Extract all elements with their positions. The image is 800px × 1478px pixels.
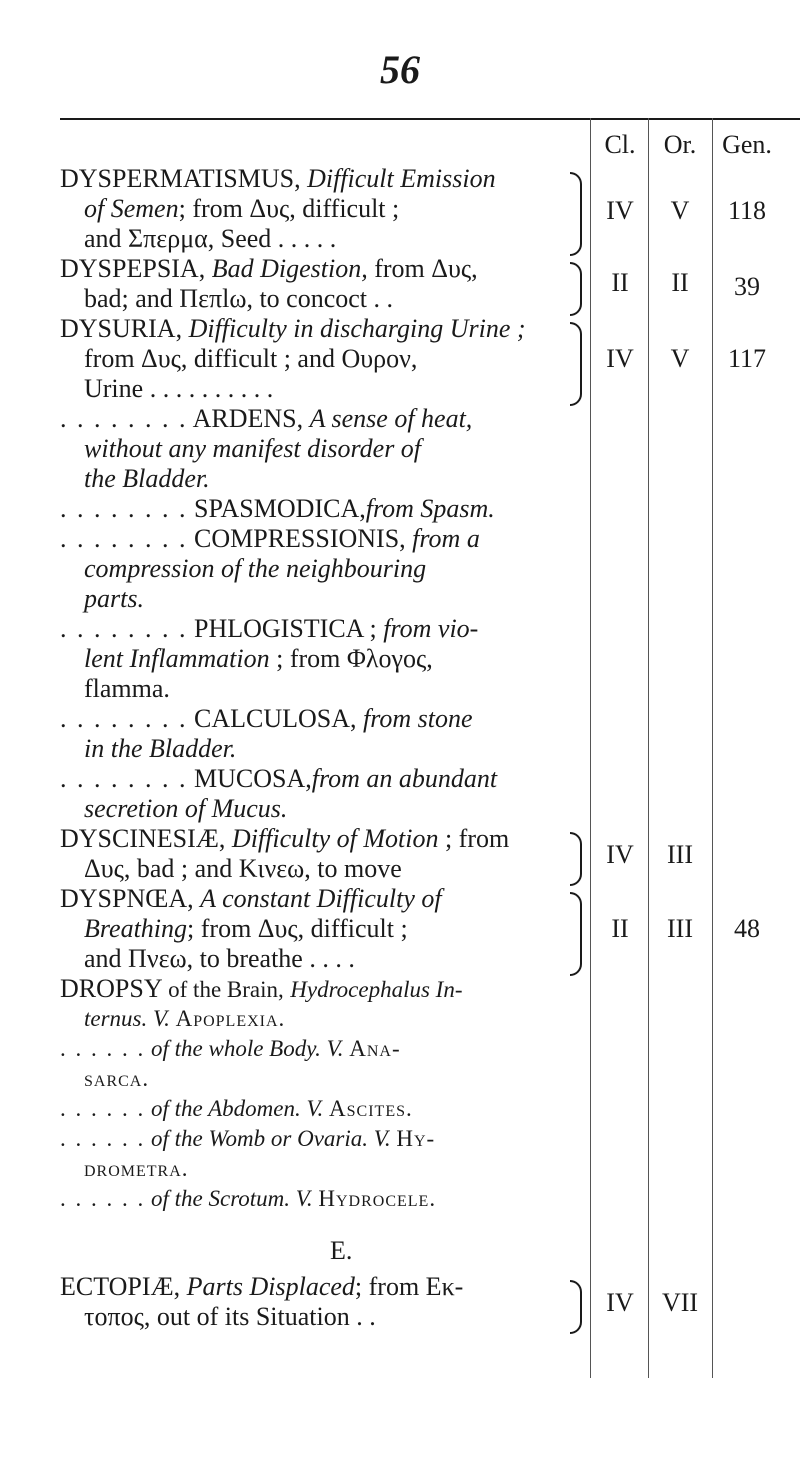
entry-definition: of the whole Body. xyxy=(151,1036,321,1061)
entry-head: DYSURIA, xyxy=(60,314,183,343)
order-value: III xyxy=(667,840,693,869)
leader-dots: . . . . . . xyxy=(60,1186,146,1211)
entry-dyspnoea-line3: and Πνεω, to breathe . . . . xyxy=(84,944,355,973)
species-definition: from Spasm. xyxy=(365,494,495,523)
order-value: VII xyxy=(661,1288,699,1317)
entry-definition: A constant Difficulty of xyxy=(200,884,442,913)
species-ardens-line3: the Bladder. xyxy=(84,464,210,493)
species-calculosa-line2: in the Bladder. xyxy=(84,734,237,763)
entry-definition: Parts Displaced xyxy=(186,1272,355,1301)
entry-dysuria-line2: from Δυς, difficult ; and Ουρον, xyxy=(84,344,418,373)
entry-dysuria-line1 xyxy=(60,314,526,344)
column-header-class: Cl. xyxy=(604,130,636,159)
cross-reference: Hy- xyxy=(396,1126,436,1151)
column-header-genus: Gen. xyxy=(722,130,772,159)
species-definition: lent Inflammation xyxy=(84,644,270,673)
brace xyxy=(570,892,582,976)
brace xyxy=(570,832,582,886)
genus-value: 39 xyxy=(734,272,760,301)
species-phlogistica-line2 xyxy=(84,644,433,674)
species-ardens-line1 xyxy=(60,404,472,434)
species-name: CALCULOSA, xyxy=(194,704,357,733)
entry-dropsy-line6 xyxy=(60,1124,435,1154)
entry-definition: Bad Digestion, xyxy=(211,254,368,283)
brace xyxy=(570,1280,582,1334)
species-etymology: ; from Φλογος, xyxy=(276,644,433,673)
column-rule-1 xyxy=(590,118,591,1378)
class-value: IV xyxy=(606,840,634,869)
entry-etymology: from Δυς, xyxy=(374,254,478,283)
entry-dyspermatismus-line3: and Σπερμα, Seed . . . . . xyxy=(84,224,337,253)
species-phlogistica-line3: flamma. xyxy=(84,674,170,703)
species-phlogistica-line1 xyxy=(60,614,478,644)
see-marker: V. xyxy=(295,1186,313,1211)
species-compressionis-line2: compression of the neighbouring xyxy=(84,554,427,583)
cross-reference: Ana- xyxy=(349,1036,401,1061)
class-value: IV xyxy=(606,344,634,373)
entry-dropsy-line3 xyxy=(60,1034,401,1064)
entry-definition: of the Scrotum. xyxy=(151,1186,291,1211)
entry-definition: of the Womb or Ovaria. xyxy=(151,1126,369,1151)
entry-etymology: ; from Δυς, difficult ; xyxy=(178,194,400,223)
column-header-order: Or. xyxy=(663,130,697,159)
species-mucosa-line2: secretion of Mucus. xyxy=(84,794,288,823)
entry-definition: Difficulty of Motion xyxy=(231,824,439,853)
entry-etymology: ; from xyxy=(444,824,510,853)
leader-dots: . . . . . . . . xyxy=(60,404,188,433)
page-number: 56 xyxy=(380,47,420,92)
column-rule-3 xyxy=(712,118,713,1378)
species-definition: from vio- xyxy=(383,614,479,643)
entry-dropsy-line5 xyxy=(60,1094,413,1124)
entry-head: DYSPNŒA, xyxy=(60,884,194,913)
entry-dropsy-line1 xyxy=(60,974,463,1005)
entry-definition: Difficulty in discharging Urine ; xyxy=(188,314,526,343)
entry-dyspermatismus-line2 xyxy=(84,194,399,224)
genus-value: 48 xyxy=(734,914,760,943)
entry-ectopiae-line2: τοπος, out of its Situation . . xyxy=(84,1302,376,1331)
cross-reference: Apoplexia. xyxy=(175,1006,286,1031)
entry-definition: ternus. xyxy=(84,1006,148,1031)
species-calculosa-line1 xyxy=(60,704,473,734)
leader-dots: . . . . . . xyxy=(60,1036,146,1061)
entry-dropsy-line8 xyxy=(60,1184,436,1214)
entry-definition: Hydrocephalus In- xyxy=(290,977,463,1002)
see-marker: V. xyxy=(373,1126,391,1151)
column-rule-2 xyxy=(648,118,649,1378)
entry-definition: Difficult Emission xyxy=(307,164,496,193)
leader-dots: . . . . . . . . xyxy=(60,704,188,733)
entry-dyspermatismus-line1 xyxy=(60,164,496,194)
entry-dropsy-line7: drometra. xyxy=(84,1156,189,1181)
see-marker: V. xyxy=(153,1006,170,1031)
order-value: V xyxy=(670,344,690,373)
order-value: III xyxy=(667,914,693,943)
species-spasmodica-line1 xyxy=(60,494,495,524)
species-definition: from a xyxy=(412,524,480,553)
entry-dyspepsia-line1 xyxy=(60,254,478,284)
entry-head: DROPSY xyxy=(60,974,162,1003)
species-name: COMPRESSIONIS, xyxy=(194,524,406,553)
leader-dots: . . . . . . xyxy=(60,1126,146,1151)
species-definition: from an abundant xyxy=(311,764,498,793)
entry-head: ECTOPIÆ, xyxy=(60,1272,181,1301)
see-marker: V. xyxy=(306,1096,324,1121)
entry-ectopiae-line1 xyxy=(60,1272,463,1302)
leader-dots: . . . . . . xyxy=(60,1096,146,1121)
leader-dots: . . . . . . . . xyxy=(60,494,188,523)
entry-dropsy-line2 xyxy=(84,1004,285,1034)
entry-etymology: ; from Εκ- xyxy=(354,1272,464,1301)
entry-head: DYSCINESIÆ, xyxy=(60,824,226,853)
entry-definition: of the Abdomen. xyxy=(151,1096,301,1121)
genus-value: 117 xyxy=(727,344,767,373)
species-compressionis-line3: parts. xyxy=(84,584,144,613)
class-value: IV xyxy=(606,1288,634,1317)
entry-definition: Breathing xyxy=(84,914,188,943)
brace xyxy=(570,322,582,406)
entry-head: DYSPERMATISMUS, xyxy=(60,164,301,193)
cross-reference: Hydrocele. xyxy=(318,1186,437,1211)
entry-head: DYSPEPSIA, xyxy=(60,254,206,283)
entry-dyspnoea-line1 xyxy=(60,884,442,914)
section-letter: E. xyxy=(330,1236,353,1265)
genus-value: 118 xyxy=(727,196,767,225)
entry-dyspnoea-line2 xyxy=(84,914,408,944)
entry-dropsy-line4: sarca. xyxy=(84,1066,150,1091)
header-rule xyxy=(60,118,800,120)
entry-dyscinesiae-line1 xyxy=(60,824,509,854)
entry-etymology: ; from Δυς, difficult ; xyxy=(187,914,408,943)
leader-dots: . . . . . . . . xyxy=(60,524,188,553)
order-value: V xyxy=(670,196,690,225)
class-value: II xyxy=(611,268,629,297)
species-name: ARDENS, xyxy=(192,404,304,433)
order-value: II xyxy=(671,268,689,297)
brace xyxy=(570,172,582,256)
leader-dots: . . . . . . . . xyxy=(60,614,188,643)
species-definition: from stone xyxy=(363,704,473,733)
entry-definition: of Semen xyxy=(84,194,179,223)
species-name: SPASMODICA, xyxy=(194,494,366,523)
species-mucosa-line1 xyxy=(60,764,497,794)
species-compressionis-line1 xyxy=(60,524,480,554)
species-name: PHLOGISTICA ; xyxy=(194,614,377,643)
species-ardens-line2: without any manifest disorder of xyxy=(84,434,422,463)
entry-text: of the Brain, xyxy=(168,977,284,1002)
class-value: IV xyxy=(606,196,634,225)
class-value: II xyxy=(611,914,629,943)
entry-dysuria-line3: Urine . . . . . . . . . . xyxy=(84,374,274,403)
brace xyxy=(570,262,582,316)
see-marker: V. xyxy=(326,1036,344,1061)
entry-dyspepsia-line2: bad; and Πεπlω, to concoct . . xyxy=(84,284,394,313)
cross-reference: Ascites. xyxy=(329,1096,413,1121)
species-definition: A sense of heat, xyxy=(309,404,473,433)
leader-dots: . . . . . . . . xyxy=(60,764,188,793)
entry-dyscinesiae-line2: Δυς, bad ; and Κινεω, to move xyxy=(84,854,402,883)
species-name: MUCOSA, xyxy=(194,764,312,793)
